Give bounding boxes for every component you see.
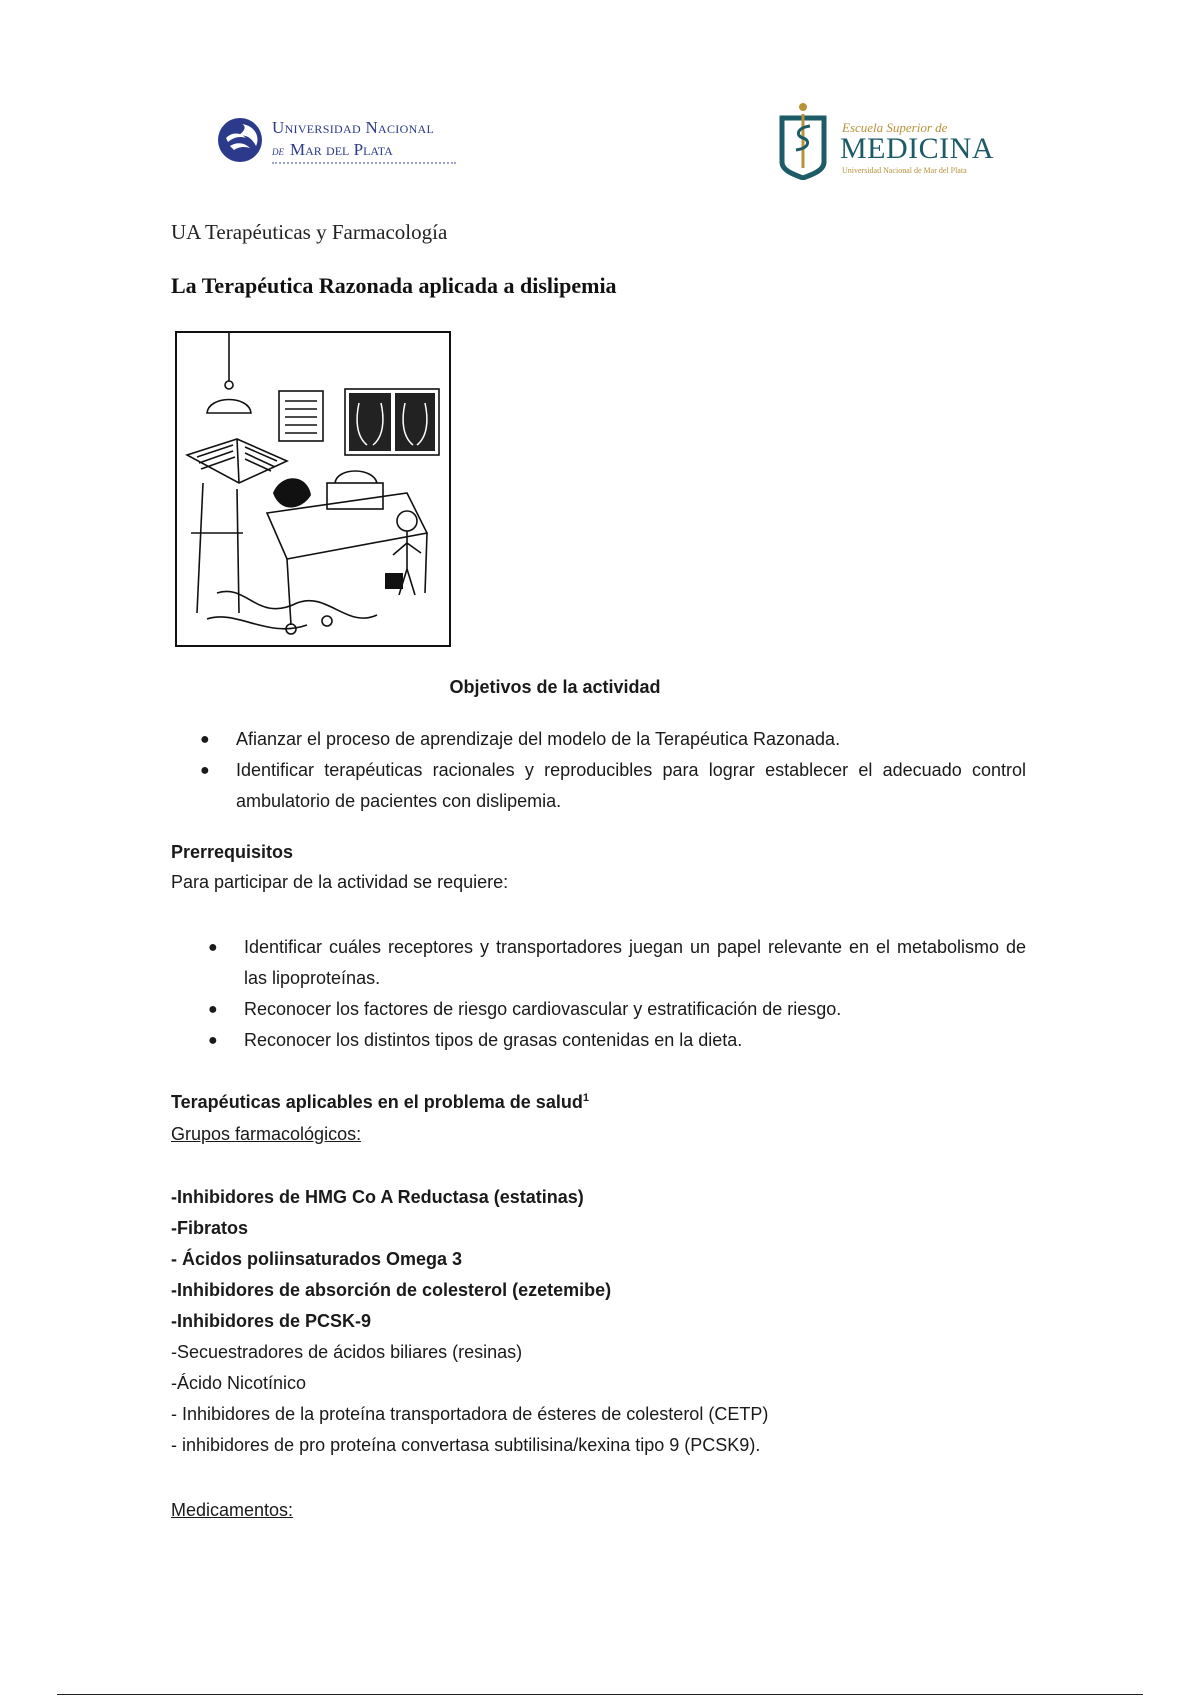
list-item: -Fibratos: [171, 1218, 249, 1238]
list-item: -Inhibidores de HMG Co A Reductasa (estatinas): [171, 1187, 584, 1207]
document-title: La Terapéutica Razonada aplicada a dislipemia: [171, 273, 617, 298]
list-item: ● Reconocer los factores de riesgo cardiovascular y estratificación de riesgo.: [244, 994, 1026, 1025]
doctor-illustration: [175, 331, 451, 647]
medicina-shield-icon: [776, 102, 830, 180]
list-item: ● Reconocer los distintos tipos de grasas contenidas en la dieta.: [244, 1025, 1026, 1056]
therapeutics-heading: Terapéuticas aplicables en el problema de salud$^1$: [171, 1092, 589, 1112]
medications-label: Medicamentos:: [171, 1500, 294, 1520]
list-item: ● Afianzar el proceso de aprendizaje del modelo de la Terapéutica Razonada.: [236, 724, 1026, 755]
groups-label: Grupos farmacológicos:: [171, 1124, 362, 1144]
bullet-icon: ●: [208, 1032, 218, 1049]
objectives-heading: Objetivos de la actividad: [449, 677, 661, 697]
school-name-line1: Escuela Superior de: [842, 120, 948, 135]
list-item: - inhibidores de pro proteína convertasa subtilisina/kexina tipo 9 (PCSK9).: [171, 1435, 761, 1455]
medicina-logo: [776, 102, 1006, 182]
university-name-line1: Universidad Nacional: [272, 118, 435, 137]
bullet-icon: ●: [200, 731, 210, 748]
list-item: - Inhibidores de la proteína transportadora de ésteres de colesterol (CETP): [171, 1404, 769, 1424]
school-name-line2: MEDICINA: [840, 132, 994, 165]
unmdp-logo: [216, 112, 476, 172]
list-item: -Inhibidores de PCSK-9: [171, 1311, 372, 1331]
bullet-icon: ●: [208, 1001, 218, 1018]
footer-rule: [57, 1694, 1143, 1695]
footnote-ref[interactable]: 1: [582, 1092, 589, 1104]
logo-dotted-rule: [272, 162, 456, 164]
prerequisites-list: [208, 932, 1026, 1056]
unmdp-emblem-icon: [216, 116, 264, 164]
list-item: -Secuestradores de ácidos biliares (resinas): [171, 1342, 523, 1362]
list-item: ● Identificar cuáles receptores y transportadores juegan un papel relevante en el metabolismo de las lipoproteínas.: [244, 932, 1026, 994]
school-name-line3: Universidad Nacional de Mar del Plata: [842, 166, 967, 175]
pharmacological-groups-list: [171, 1182, 1071, 1461]
course-name: UA Terapéuticas y Farmacología: [171, 220, 448, 244]
bullet-icon: ●: [200, 762, 210, 779]
list-item: -Inhibidores de absorción de colesterol (ezetemibe): [171, 1280, 612, 1300]
list-item: ● Identificar terapéuticas racionales y reproducibles para lograr establecer el adecuado control ambulatorio de pacientes con dislipemia.: [236, 755, 1026, 817]
prerequisites-intro: Para participar de la actividad se requiere:: [171, 872, 509, 892]
list-item: - Ácidos poliinsaturados Omega 3: [171, 1249, 463, 1269]
bullet-icon: ●: [208, 939, 218, 956]
university-name-line2: de Mar del Plata: [272, 140, 393, 159]
prerequisites-heading: Prerrequisitos: [171, 842, 294, 862]
doctor-desk-sketch-icon: [177, 333, 449, 645]
objectives-list: [200, 724, 1026, 817]
list-item: -Ácido Nicotínico: [171, 1373, 307, 1393]
